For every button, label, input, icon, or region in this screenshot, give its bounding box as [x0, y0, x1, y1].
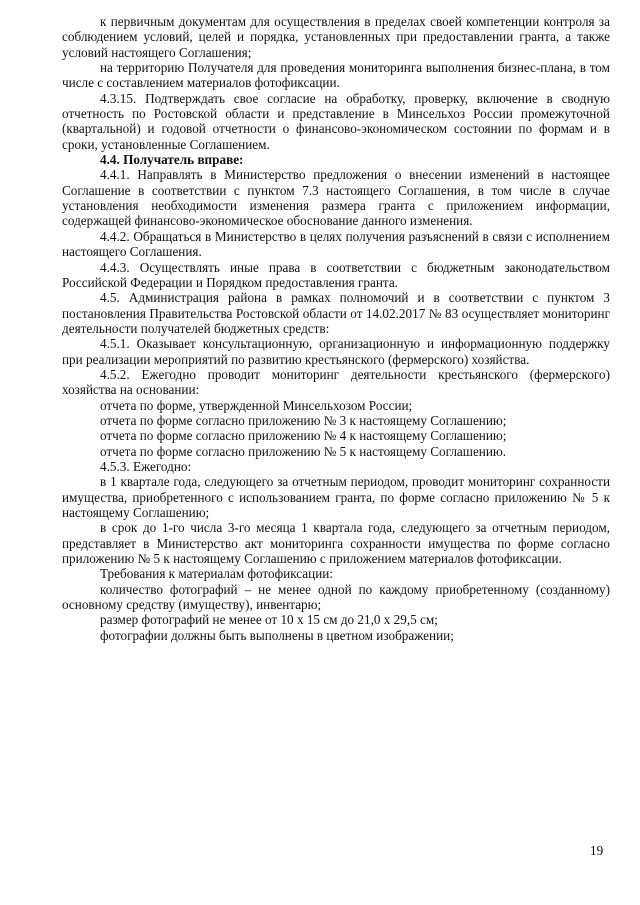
list-item: отчета по форме согласно приложению № 4 к настоящему Соглашению;	[100, 428, 507, 444]
paragraph: 4.3.15. Подтверждать свое согласие на обработку, проверку, включение в сводную отчетность по Ростовской области и представление в Минсельхоз России промежуточной (квартальной) и годовой отчетности о финансово-экономическом состоянии по формам и в сроки, установленные Соглашением.	[62, 90, 610, 152]
document-body	[62, 14, 610, 643]
paragraph: Требования к материалам фотофиксации:	[100, 566, 334, 582]
list-item: отчета по форме согласно приложению № 3 к настоящему Соглашению;	[100, 412, 507, 428]
paragraph: 4.5.3. Ежегодно:	[100, 458, 192, 474]
paragraph: 4.5. Администрация района в рамках полномочий и в соответствии с пунктом 3 постановления Правительства Ростовской области от 14.02.2017 № 83 осуществляет мониторинг деятельности получателей бюджетных средств:	[62, 290, 610, 336]
paragraph: на территорию Получателя для проведения мониторинга выполнения бизнес-плана, в том числе с составлением материалов фотофиксации.	[62, 60, 610, 91]
list-item: отчета по форме, утвержденной Минсельхозом России;	[100, 397, 413, 413]
page-number: 19	[590, 843, 604, 858]
paragraph: 4.4.2. Обращаться в Министерство в целях получения разъяснений в связи с исполнением настоящего Соглашения.	[62, 228, 610, 260]
paragraph: 4.4.3. Осуществлять иные права в соответствии с бюджетным законодательством Российской Федерации и Порядком предоставления гранта.	[62, 259, 610, 290]
paragraph: 4.4.1. Направлять в Министерство предложения о внесении изменений в настоящее Соглашение в соответствии с пунктом 7.3 настоящего Соглашения, в том числе в случае установления необходимости изменения размера гранта с приложением информации, содержащей финансово-экономическое обоснование данного изменения.	[62, 167, 610, 229]
list-item: количество фотографий – не менее одной по каждому приобретенному (созданному) основному средству (имуществу), инвентарю;	[62, 581, 610, 613]
list-item: отчета по форме согласно приложению № 5 к настоящему Соглашению.	[100, 443, 507, 459]
section-heading: 4.4. Получатель вправе:	[100, 152, 244, 168]
paragraph: в 1 квартале года, следующего за отчетным периодом, проводит мониторинг сохранности имущества, приобретенного с использованием гранта, по форме согласно приложению № 5 к настоящему Соглашению;	[62, 474, 610, 520]
list-item: фотографии должны быть выполнены в цветном изображении;	[100, 627, 454, 643]
paragraph: к первичным документам для осуществления в пределах своей компетенции контроля за соблюдением условий, целей и порядка, установленных при предоставлении гранта, а также условий настоящего Соглашения;	[62, 14, 610, 60]
paragraph: 4.5.2. Ежегодно проводит мониторинг деятельности крестьянского (фермерского) хозяйства на основании:	[62, 366, 610, 398]
paragraph: 4.5.1. Оказывает консультационную, организационную и информационную поддержку при реализации мероприятий по развитию крестьянского (фермерского) хозяйства.	[62, 336, 610, 367]
paragraph: в срок до 1-го числа 3-го месяца 1 квартала года, следующего за отчетным периодом, представляет в Министерство акт мониторинга сохранности имущества по форме согласно приложению № 5 к настоящему Соглашению с приложением материалов фотофиксации.	[62, 520, 610, 567]
list-item: размер фотографий не менее от 10 х 15 см до 21,0 х 29,5 см;	[100, 612, 438, 628]
